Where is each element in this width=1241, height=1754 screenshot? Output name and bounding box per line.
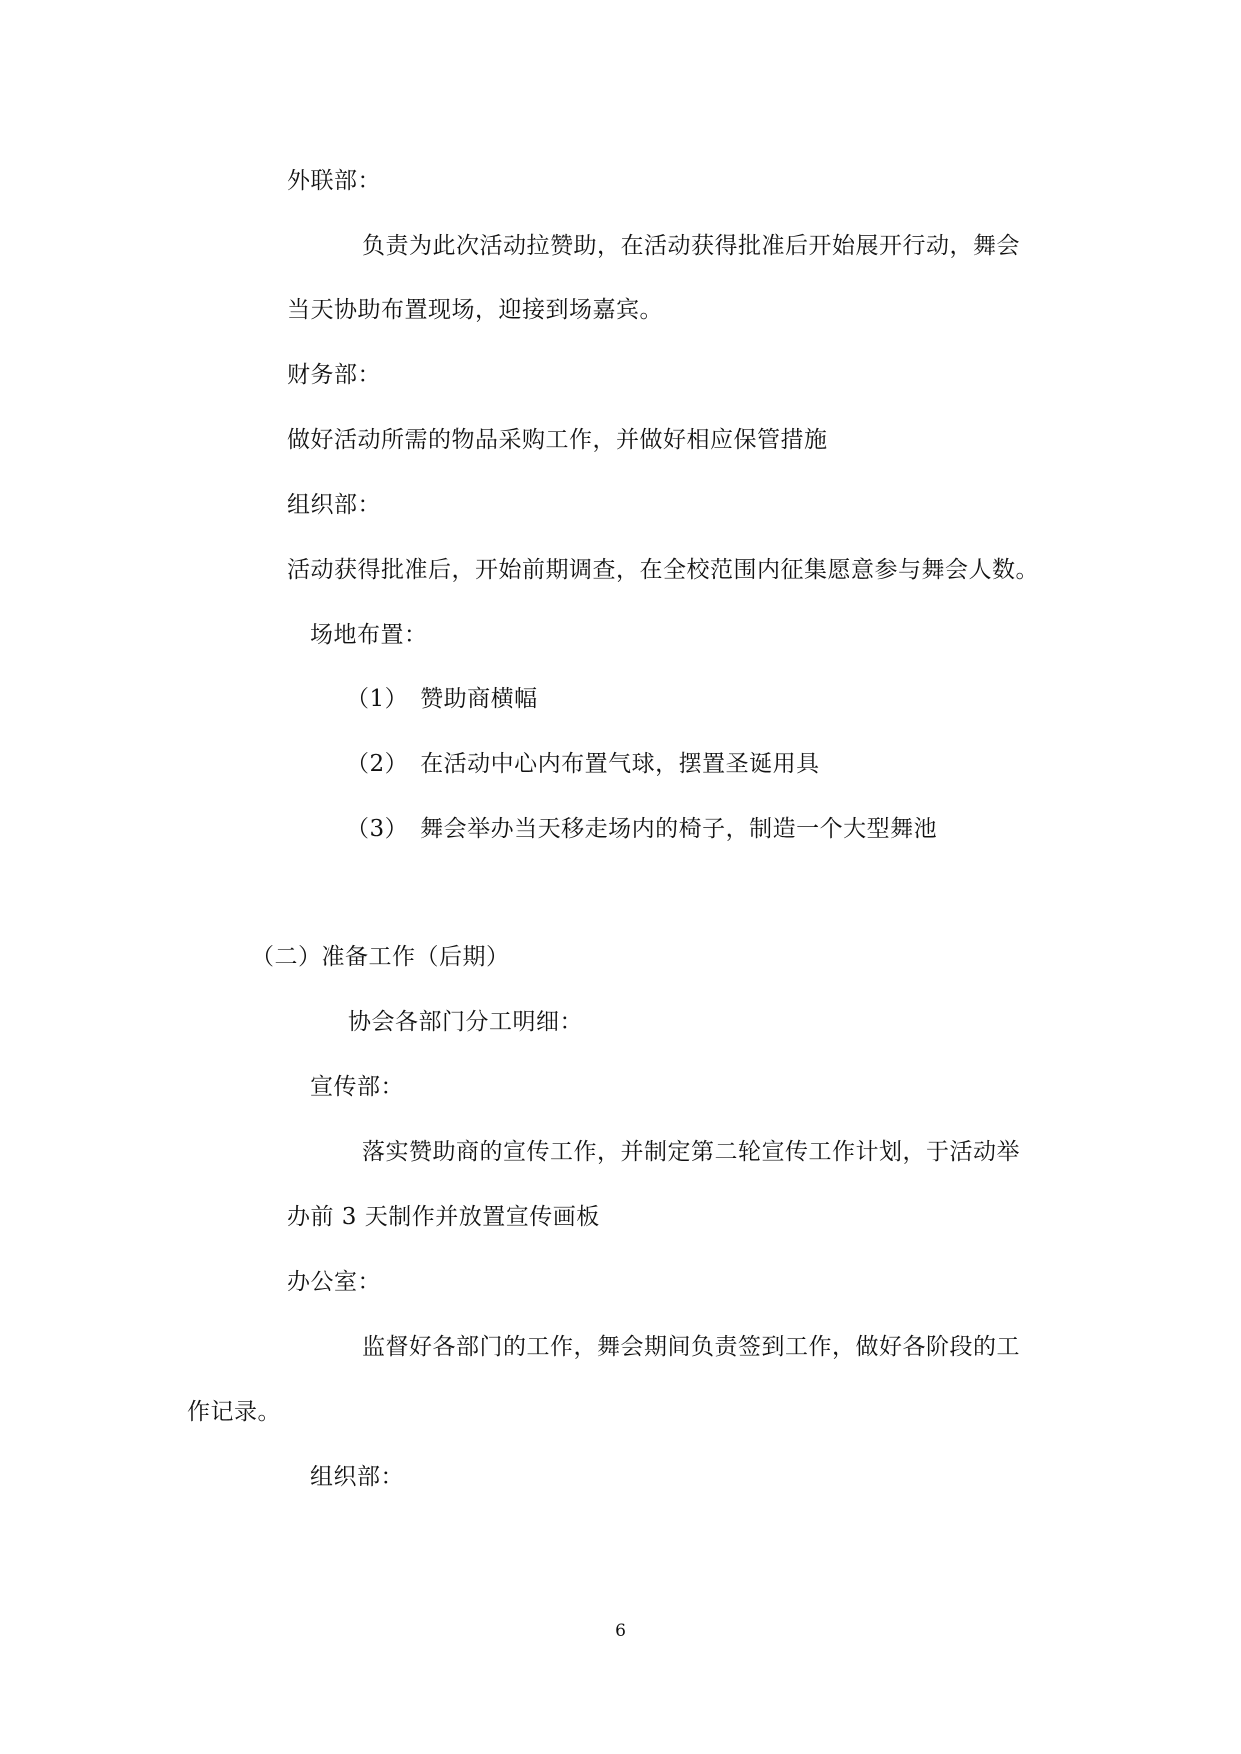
- heading-office: 办公室：: [287, 1269, 381, 1295]
- heading-publicity-dept: 宣传部：: [310, 1074, 404, 1100]
- page-number: 6: [615, 1621, 626, 1641]
- heading-external-relations-dept: 外联部：: [287, 168, 381, 194]
- paragraph-line: 当天协助布置现场，迎接到场嘉宾。: [287, 297, 663, 323]
- heading-organization-dept: 组织部：: [287, 492, 381, 518]
- paragraph-line: 落实赞助商的宣传工作，并制定第二轮宣传工作计划，于活动举: [362, 1139, 1020, 1165]
- list-item: （3） 舞会举办当天移走场内的椅子，制造一个大型舞池: [346, 816, 938, 842]
- paragraph-line: 活动获得批准后，开始前期调查，在全校范围内征集愿意参与舞会人数。: [287, 557, 1039, 583]
- heading-venue-setup: 场地布置：: [310, 622, 428, 648]
- heading-finance-dept: 财务部：: [287, 362, 381, 388]
- paragraph-line: 作记录。: [187, 1399, 281, 1425]
- section-heading: （二）准备工作（后期）: [251, 944, 510, 970]
- paragraph-line: 负责为此次活动拉赞助，在活动获得批准后开始展开行动，舞会: [362, 233, 1020, 259]
- paragraph-line: 监督好各部门的工作，舞会期间负责签到工作，做好各阶段的工: [362, 1334, 1020, 1360]
- subheading: 协会各部门分工明细：: [348, 1009, 583, 1035]
- list-item: （1） 赞助商横幅: [346, 686, 538, 712]
- paragraph-line: 做好活动所需的物品采购工作，并做好相应保管措施: [287, 427, 828, 453]
- paragraph-line: 办前 3 天制作并放置宣传画板: [287, 1204, 600, 1230]
- list-item: （2） 在活动中心内布置气球，摆置圣诞用具: [346, 751, 820, 777]
- heading-organization-dept: 组织部：: [310, 1464, 404, 1490]
